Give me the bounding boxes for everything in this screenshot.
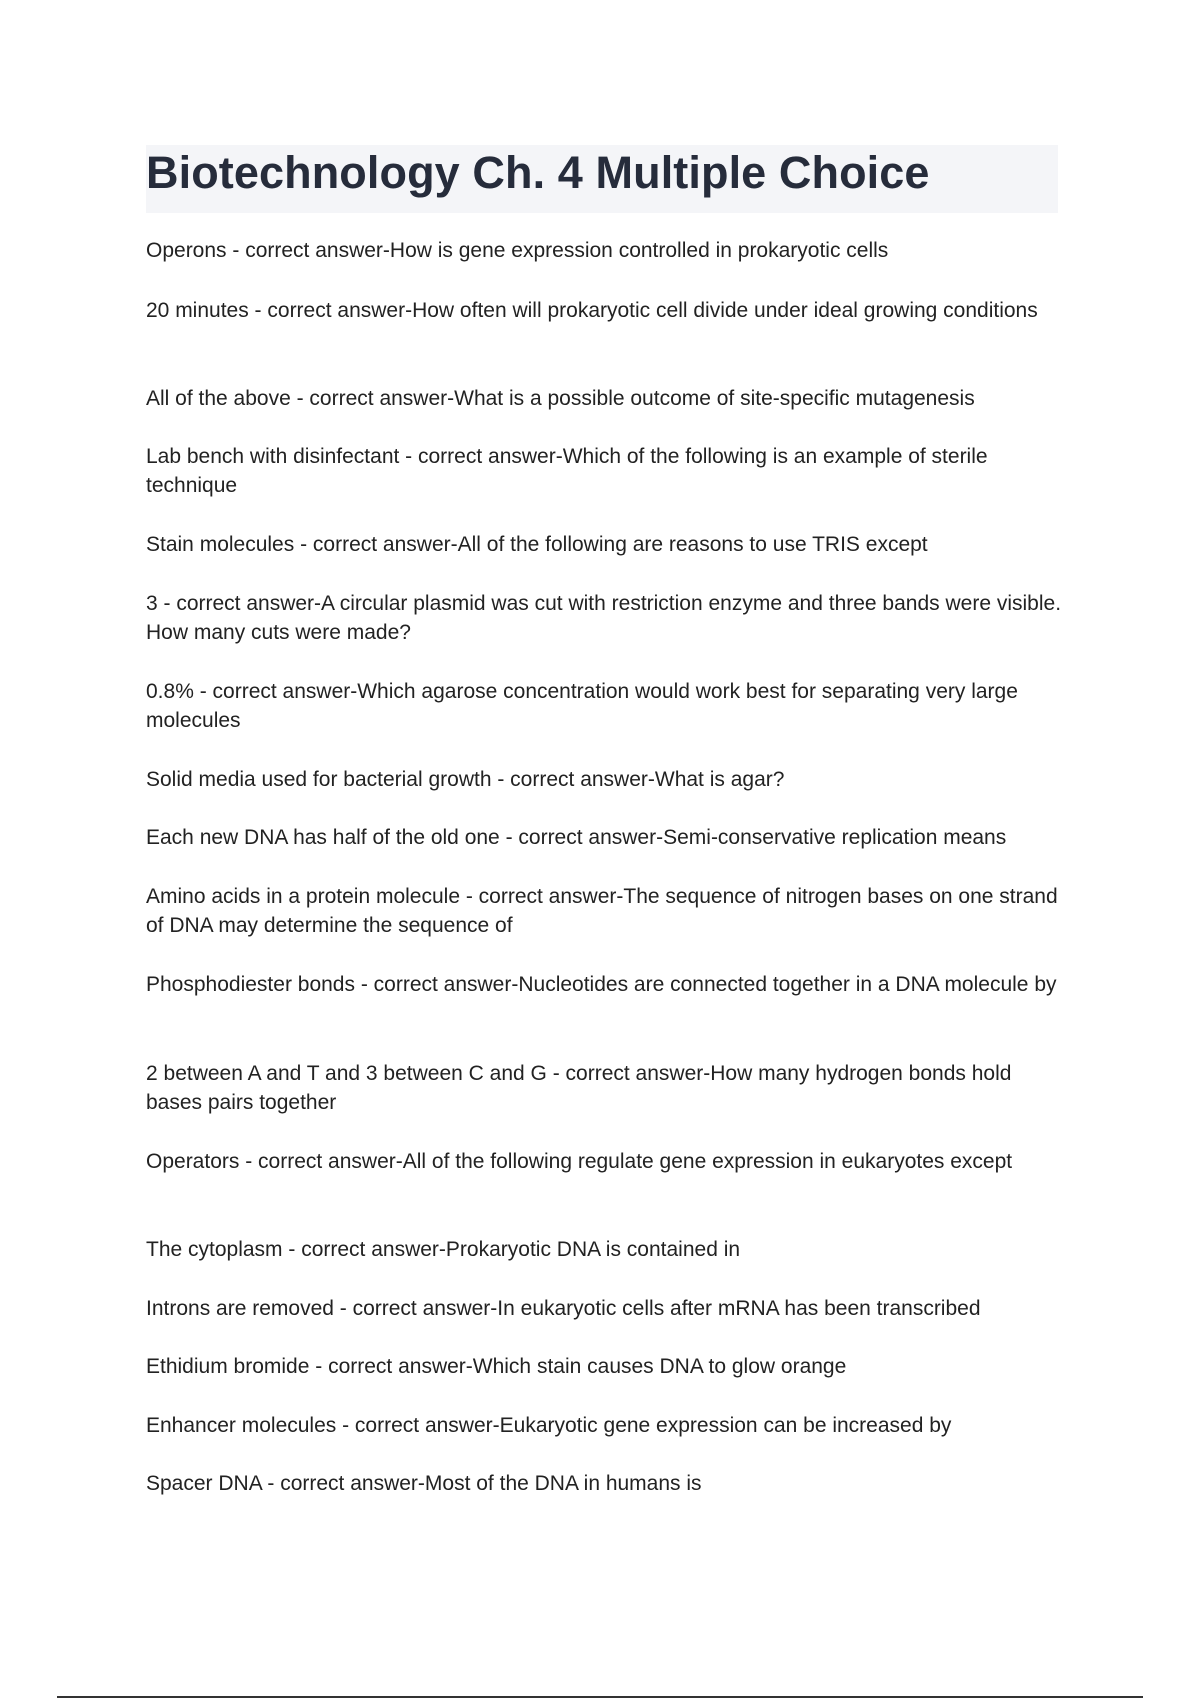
qa-item: Each new DNA has half of the old one - correct answer-Semi-conservative replication means: [146, 826, 1007, 849]
qa-item: 3 - correct answer-A circular plasmid was cut with restriction enzyme and three bands were visible. How many cuts were made?: [146, 592, 1062, 644]
qa-item: Enhancer molecules - correct answer-Eukaryotic gene expression can be increased by: [146, 1414, 952, 1437]
qa-item: Stain molecules - correct answer-All of the following are reasons to use TRIS except: [146, 533, 928, 556]
qa-item: 20 minutes - correct answer-How often will prokaryotic cell divide under ideal growing conditions: [146, 299, 1038, 322]
qa-item: Ethidium bromide - correct answer-Which stain causes DNA to glow orange: [146, 1355, 847, 1378]
qa-item: Introns are removed - correct answer-In eukaryotic cells after mRNA has been transcribed: [146, 1297, 981, 1320]
qa-item: Amino acids in a protein molecule - correct answer-The sequence of nitrogen bases on one strand of DNA may determine the sequence of: [146, 885, 1058, 937]
page-title: Biotechnology Ch. 4 Multiple Choice: [146, 147, 930, 198]
qa-item: 0.8% - correct answer-Which agarose concentration would work best for separating very large molecules: [146, 680, 1018, 732]
qa-item: Operons - correct answer-How is gene expression controlled in prokaryotic cells: [146, 239, 889, 262]
qa-item: Lab bench with disinfectant - correct answer-Which of the following is an example of sterile technique: [146, 445, 988, 497]
qa-item: Spacer DNA - correct answer-Most of the DNA in humans is: [146, 1472, 702, 1495]
qa-item: Phosphodiester bonds - correct answer-Nucleotides are connected together in a DNA molecule by: [146, 973, 1057, 996]
qa-item: The cytoplasm - correct answer-Prokaryotic DNA is contained in: [146, 1238, 741, 1261]
qa-item: All of the above - correct answer-What is a possible outcome of site-specific mutagenesis: [146, 387, 975, 410]
qa-item: Operators - correct answer-All of the following regulate gene expression in eukaryotes except: [146, 1150, 1013, 1173]
qa-item: 2 between A and T and 3 between C and G - correct answer-How many hydrogen bonds hold bases pairs together: [146, 1062, 1012, 1114]
footer-divider: [57, 1696, 1143, 1698]
qa-item: Solid media used for bacterial growth - correct answer-What is agar?: [146, 768, 785, 791]
